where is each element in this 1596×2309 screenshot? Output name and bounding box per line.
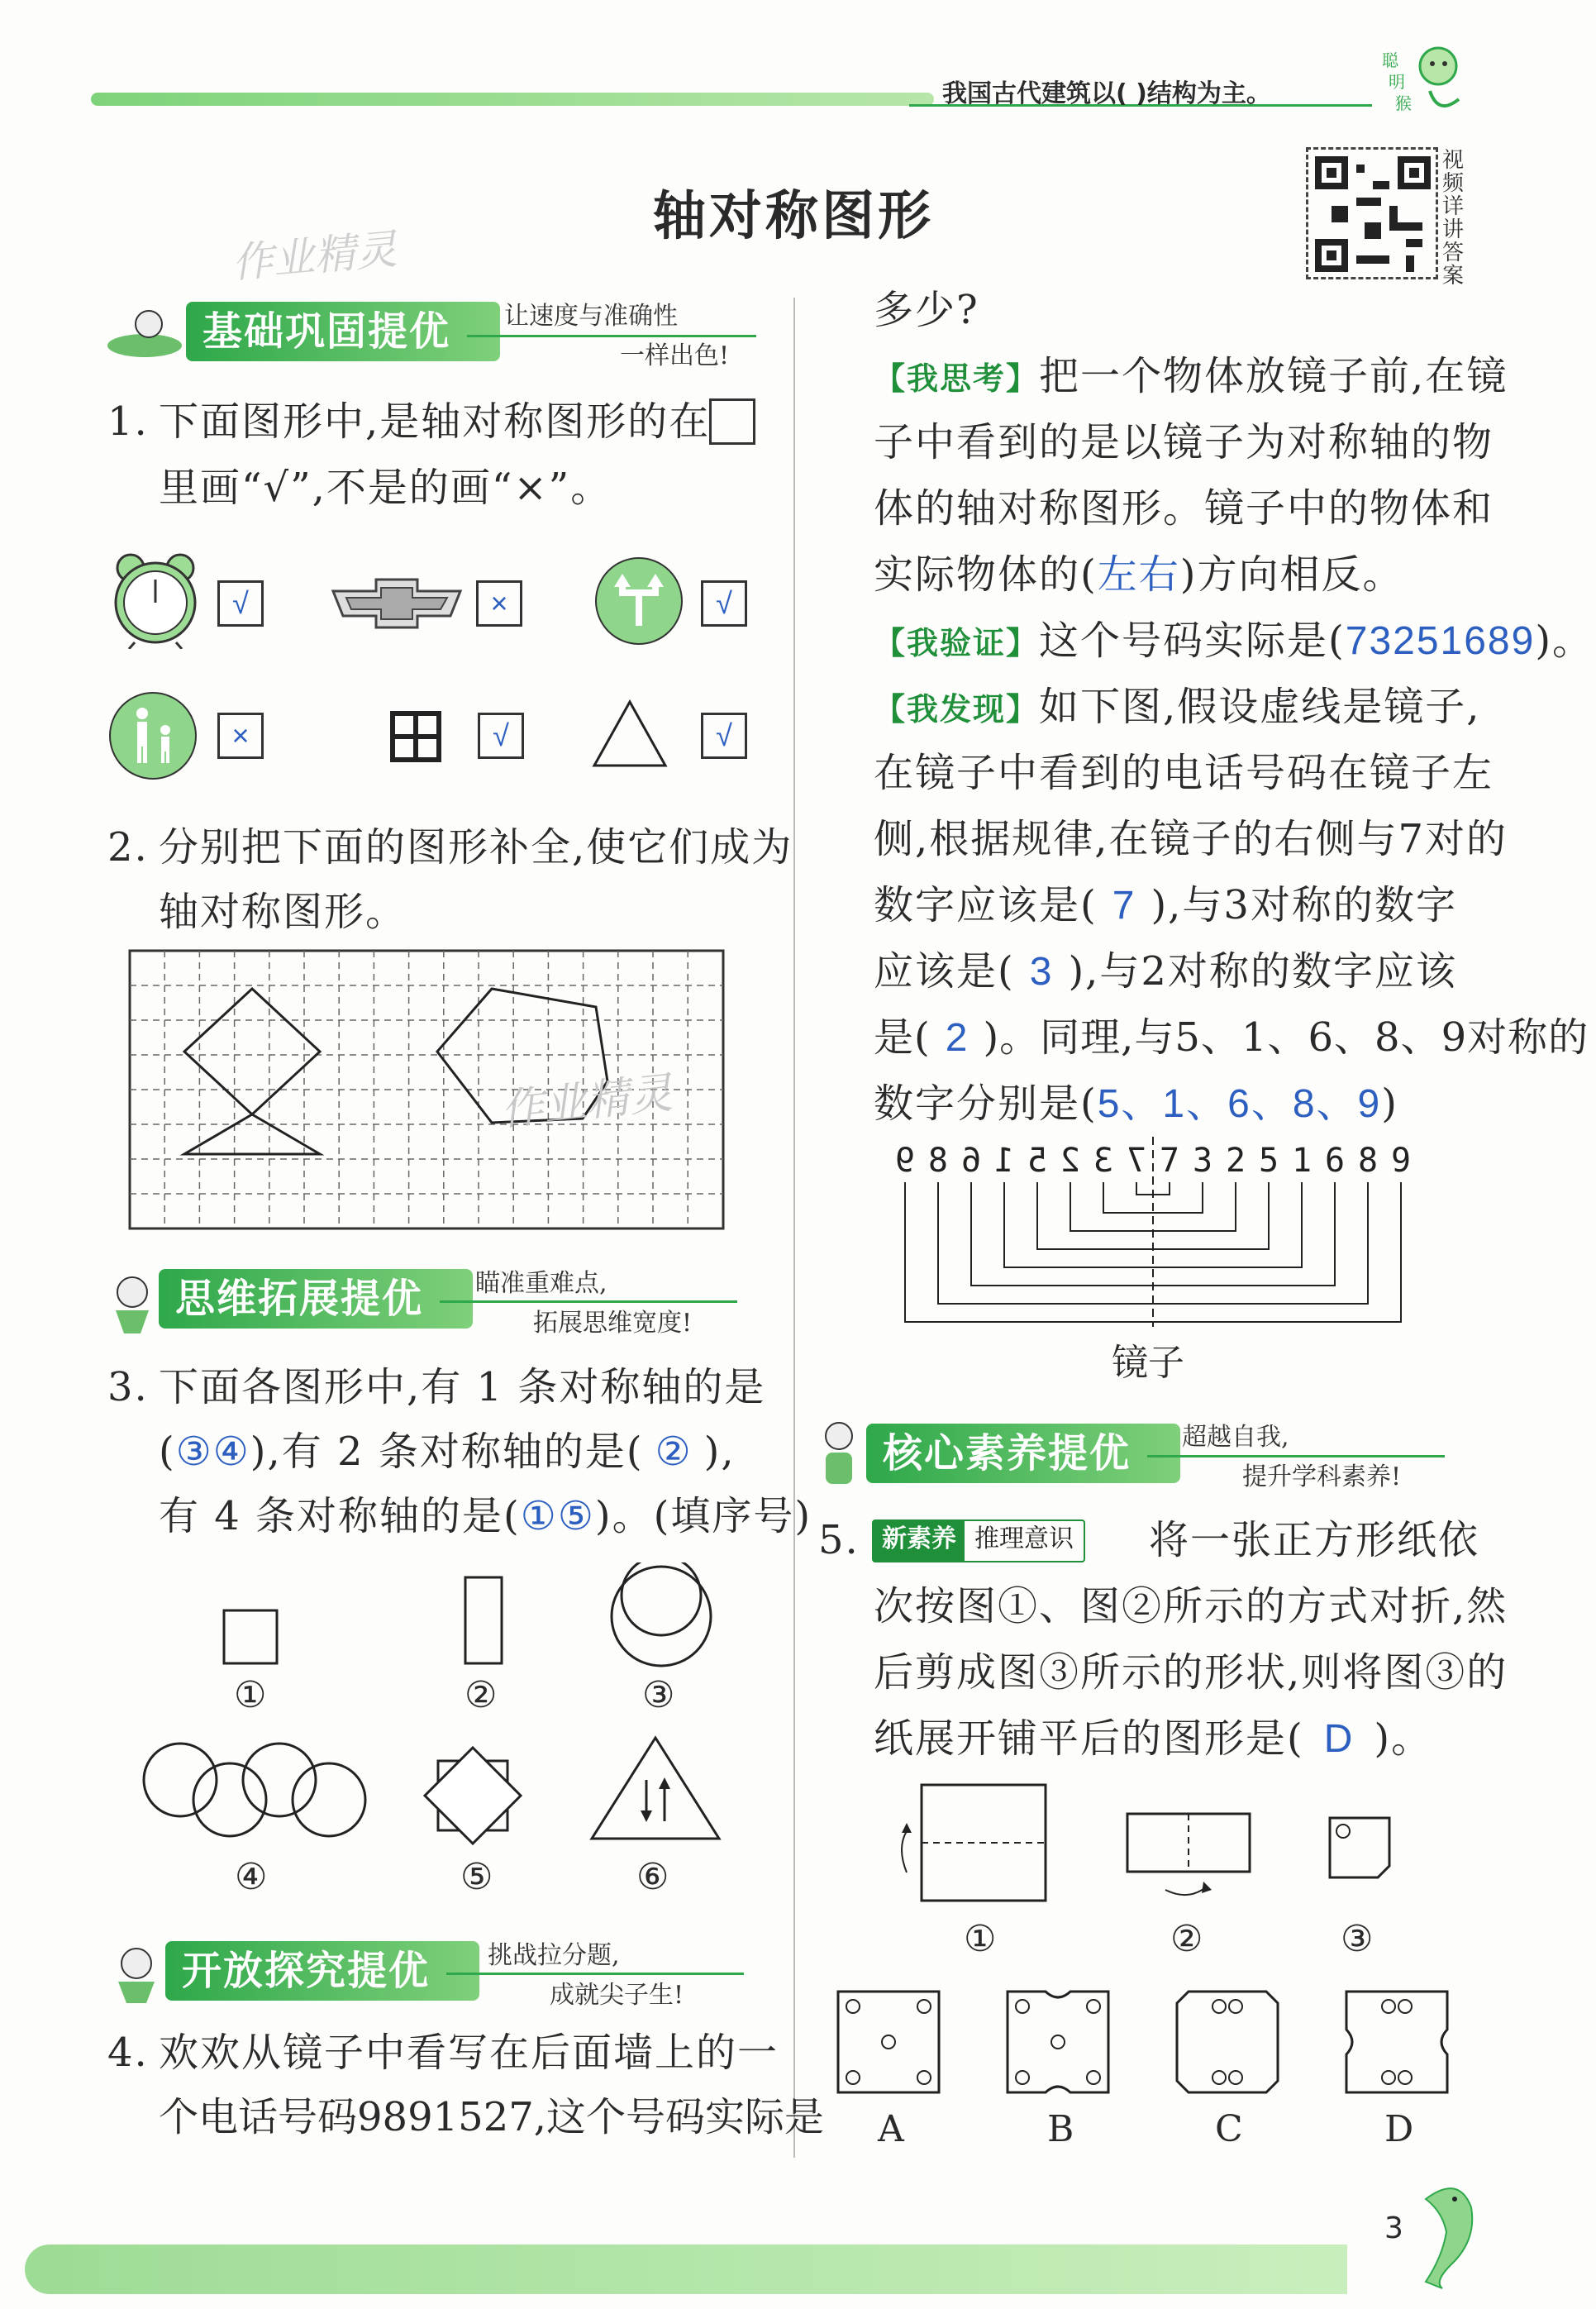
q3-line1: 下面各图形中,有 1 条对称轴的是 (159, 1364, 766, 1410)
section-mascot-icon (103, 306, 186, 364)
mirror-digit-left: 9 (894, 1142, 916, 1180)
badge-new: 新素养 (874, 1521, 965, 1561)
verify-text: )。 (1535, 618, 1594, 664)
fold-figure-2 (1124, 1810, 1256, 1905)
q1-number: 1. (107, 398, 149, 445)
monkey-mascot-icon (1380, 41, 1471, 116)
crescent-figure (607, 1562, 715, 1673)
find-text: 是( (874, 1014, 931, 1061)
q4-think-2: 子中看到的是以镜子为对称轴的物 (874, 419, 1494, 465)
square-diamond-figure (423, 1746, 522, 1849)
q3-text: ),有 2 条对称轴的是( (250, 1429, 644, 1475)
find-text: )。同理,与5、1、6、8、9对称的 (983, 1014, 1589, 1061)
section-motto-basic-2: 一样出色! (620, 341, 730, 370)
q3-line2 (159, 1419, 736, 1486)
mirror-digit-left: 1 (993, 1142, 1015, 1180)
alarm-clock-figure (106, 550, 205, 652)
option-label: C (1215, 2108, 1243, 2150)
option-a-figure[interactable] (835, 1988, 942, 2099)
q4-think-3: 体的轴对称图形。镜子中的物体和 (874, 485, 1494, 532)
q3-text: ( (159, 1429, 176, 1475)
page-number: 3 (1384, 2211, 1403, 2245)
section-mascot-icon (103, 1269, 161, 1335)
section-motto-line (446, 1973, 744, 1975)
q1-answer-box[interactable]: × (476, 580, 522, 627)
fold-label: ③ (1341, 1918, 1374, 1960)
find-text: 数字应该是( (874, 882, 1098, 928)
rectangle-figure (463, 1575, 504, 1669)
figure-label: ⑤ (460, 1856, 493, 1898)
q1-line2: 里画“√”,不是的画“×”。 (159, 465, 612, 511)
section-motto-open-1: 挑战拉分题, (488, 1941, 620, 1970)
find-text: 应该是( (874, 948, 1015, 995)
watermark-2: 作业精灵 (498, 1068, 675, 1136)
q1-answer-box[interactable]: × (217, 713, 264, 759)
section-motto-open-2: 成就尖子生! (550, 1981, 684, 2010)
mirror-digit-right: 7 (1159, 1142, 1180, 1180)
figure-label: ② (465, 1674, 498, 1716)
q2-line1: 分别把下面的图形补全,使它们成为 (159, 824, 793, 871)
think-text: 把一个物体放镜子前,在镜 (1039, 353, 1508, 399)
q4-line3: 多少? (874, 287, 979, 333)
chevrolet-logo-figure (326, 575, 467, 636)
figure-label: ⑥ (636, 1856, 669, 1898)
olympic-rings-figure (139, 1740, 370, 1843)
mirror-digit-right: 9 (1390, 1142, 1412, 1180)
find-tag: 【我发现】 (874, 691, 1040, 728)
header-stripe (91, 93, 934, 106)
window-grid-figure (390, 711, 441, 766)
find-text: ) (1381, 1081, 1398, 1127)
svg-text:聪: 聪 (1382, 50, 1398, 70)
think-text: 实际物体的( (874, 551, 1098, 598)
option-label: A (878, 2108, 904, 2150)
section-motto-line (467, 335, 756, 337)
find-answer[interactable]: 3 (1029, 950, 1054, 994)
find-text: 数字分别是( (874, 1081, 1098, 1127)
option-c-figure[interactable] (1174, 1988, 1281, 2099)
q3-answer-2[interactable]: ② (655, 1430, 693, 1474)
mirror-digit-left: 6 (960, 1142, 982, 1180)
triangle-figure (591, 699, 669, 772)
q4-line2: 个电话号码9891527,这个号码实际是 (159, 2094, 825, 2140)
q1-sample-box (709, 398, 755, 445)
q3-text: 有 4 条对称轴的是( (159, 1493, 521, 1539)
think-text: )方向相反。 (1179, 551, 1404, 598)
q1-answer-box[interactable]: √ (217, 580, 264, 627)
option-label: B (1047, 2108, 1074, 2150)
q4-find-3: 侧,根据规律,在镜子的右侧与7对的 (874, 816, 1508, 862)
q1-line1: 下面图形中,是轴对称图形的在 (159, 398, 711, 445)
mirror-digit-right: 3 (1192, 1142, 1213, 1180)
qr-caption: 视频详讲答案 (1442, 148, 1465, 289)
option-label: D (1384, 2108, 1414, 2150)
find-answer[interactable]: 7 (1112, 884, 1136, 928)
q3-number: 3. (107, 1364, 149, 1410)
section-banner-basic: 基础巩固提优 (186, 302, 500, 361)
find-answer[interactable]: 5、1、6、8、9 (1097, 1082, 1382, 1126)
q5-text: 纸展开铺平后的图形是( (874, 1715, 1304, 1762)
mirror-digit-right: 2 (1225, 1142, 1246, 1180)
section-motto-basic-1: 让速度与准确性 (504, 302, 678, 331)
q3-answer-1[interactable]: ③④ (175, 1430, 250, 1474)
qr-code[interactable] (1306, 147, 1438, 279)
q3-text: )。(填序号) (594, 1493, 812, 1539)
column-divider (793, 298, 795, 2158)
find-text: ),与2对称的数字应该 (1068, 948, 1457, 995)
option-b-figure[interactable] (1004, 1988, 1112, 2099)
section-motto-thinking-1: 瞄准重难点, (475, 1269, 607, 1298)
q4-find-2: 在镜子中看到的电话号码在镜子左 (874, 750, 1494, 796)
q5-number: 5. (818, 1517, 860, 1563)
mirror-digit-right: 1 (1291, 1142, 1313, 1180)
q1-answer-box[interactable]: √ (701, 580, 747, 627)
q5-answer[interactable]: D (1323, 1717, 1355, 1761)
q4-find-7 (874, 1071, 1398, 1138)
section-motto-line (1147, 1455, 1445, 1457)
section-motto-core-2: 提升学科素养! (1242, 1462, 1402, 1491)
badge-skill: 推理意识 (974, 1524, 1074, 1553)
q4-find-5 (874, 938, 1457, 1005)
header-hint: 我国古代建筑以( )结构为主。 (942, 79, 1271, 108)
option-d-figure[interactable] (1343, 1988, 1451, 2099)
section-banner-open: 开放探究提优 (165, 1941, 479, 2001)
figure-label: ① (234, 1674, 267, 1716)
q1-answer-box[interactable]: √ (478, 713, 524, 759)
mirror-digit-right: 6 (1324, 1142, 1346, 1180)
pedestrian-sign-figure (107, 690, 198, 785)
section-motto-core-1: 超越自我, (1182, 1423, 1289, 1452)
q5-badge (872, 1519, 1085, 1562)
q5-line1: 将一张正方形纸依 (1149, 1517, 1480, 1563)
think-tag: 【我思考】 (874, 360, 1040, 397)
q4-think-1 (874, 343, 1508, 412)
q4-find-4 (874, 872, 1457, 939)
q2-number: 2. (107, 824, 149, 871)
section-mascot-icon (103, 1939, 169, 2005)
mirror-label: 镜子 (1112, 1342, 1184, 1384)
q4-number: 4. (107, 2030, 149, 2076)
q4-find-1 (874, 674, 1481, 742)
q2-line2: 轴对称图形。 (159, 889, 407, 935)
q5-text: )。 (1374, 1715, 1433, 1762)
q4-line1: 欢欢从镜子中看写在后面墙上的一 (159, 2030, 779, 2076)
verify-text: 这个号码实际是( (1039, 618, 1346, 664)
fold-figure-1 (889, 1782, 1054, 1909)
figure-label: ③ (642, 1674, 675, 1716)
verify-tag: 【我验证】 (874, 625, 1040, 661)
triangle-arrows-figure (588, 1734, 722, 1845)
mirror-digit-right: 8 (1357, 1142, 1379, 1180)
page-title: 轴对称图形 (653, 186, 934, 247)
fold-label: ② (1170, 1918, 1203, 1960)
mirror-digit-right: 5 (1258, 1142, 1279, 1180)
verify-answer[interactable]: 73251689 (1345, 619, 1536, 663)
svg-text:明: 明 (1389, 72, 1405, 92)
q3-text: ), (703, 1429, 736, 1475)
dolphin-icon (1409, 2174, 1484, 2290)
q5-line3: 后剪成图③所示的形状,则将图③的 (874, 1649, 1508, 1696)
think-answer[interactable]: 左右 (1097, 553, 1180, 597)
mirror-digit-left: 5 (1027, 1142, 1048, 1180)
find-text: ),与3对称的数字 (1151, 882, 1457, 928)
fold-label: ① (964, 1918, 997, 1960)
road-sign-figure (593, 556, 684, 650)
section-motto-thinking-2: 拓展思维宽度! (533, 1309, 693, 1338)
q3-answer-3[interactable]: ①⑤ (520, 1495, 595, 1539)
mirror-digit-left: 3 (1093, 1142, 1114, 1180)
find-text: 如下图,假设虚线是镜子, (1039, 684, 1481, 730)
figure-label: ④ (235, 1856, 268, 1898)
q1-answer-box[interactable]: √ (701, 713, 747, 759)
find-answer[interactable]: 2 (945, 1016, 969, 1060)
section-motto-line (440, 1300, 737, 1303)
fold-figure-3 (1327, 1815, 1393, 1884)
section-banner-thinking: 思维拓展提优 (159, 1269, 473, 1329)
q5-line2: 次按图①、图②所示的方式对折,然 (874, 1583, 1508, 1629)
mirror-digit-left: 2 (1060, 1142, 1081, 1180)
svg-text:猴: 猴 (1395, 93, 1412, 113)
footer-stripe (25, 2245, 1347, 2294)
mirror-digit-left: 7 (1126, 1142, 1147, 1180)
watermark: 作业精灵 (230, 225, 399, 288)
q4-find-6 (874, 1004, 1589, 1071)
mirror-digit-left: 8 (927, 1142, 949, 1180)
square-figure (222, 1608, 279, 1669)
q4-verify (874, 608, 1594, 676)
section-mascot-icon (814, 1418, 864, 1488)
section-banner-core: 核心素养提优 (866, 1424, 1180, 1483)
q3-line3 (159, 1483, 812, 1550)
q5-line4 (874, 1706, 1432, 1772)
q4-think-4 (874, 541, 1403, 608)
